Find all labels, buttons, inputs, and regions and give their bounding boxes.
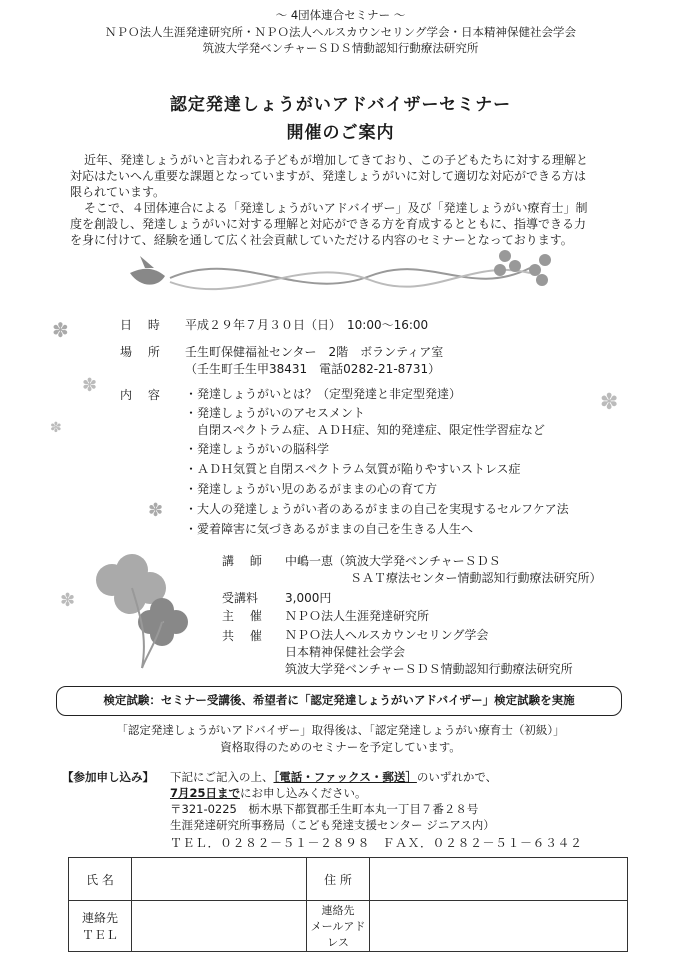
intro-paragraph-1 [70, 152, 650, 248]
tel-fax: ＴＥＬ．０２８２－５１－２８９８ ＦＡＸ．０２８２－５１－６３４２ [170, 836, 583, 850]
list-item: ＮＰＯ法人ヘルスカウンセリング学会 [285, 628, 489, 642]
tel-field[interactable] [132, 901, 307, 952]
intro-line: を身に付けて、経験を通して広く社会貢献していただける内容のセミナーとなっております。 [70, 233, 573, 247]
exam-info-box [56, 686, 622, 716]
name-field[interactable] [132, 858, 307, 901]
list-item: 筑波大学発ベンチャーＳＤＳ情動認知行動療法研究所 [285, 662, 573, 676]
sparkle-icon: ✽ [148, 500, 164, 521]
place-address: （壬生町壬生甲38431 電話0282-21-8731） [185, 362, 441, 376]
exam-box-text: 検定試験：セミナー受講後、希望者に「認定発達しょうがいアドバイザー」検定試験を実施 [103, 693, 575, 707]
host-label: 主 催 [222, 609, 268, 623]
fee-label: 受講料 [222, 591, 259, 605]
date-label: 日 時 [120, 318, 166, 332]
application-line-1 [170, 769, 497, 785]
list-item: ・愛着障害に気づきあるがままの自己を生きる人生へ [185, 522, 474, 536]
list-item: ・発達しょうがいのアセスメント [185, 406, 365, 420]
list-item: ・ＡＤＨ気質と自閉スペクトラム気質が陥りやすいストレス症 [185, 462, 521, 476]
seminar-subtitle: ～ 4団体連合セミナー ～ [275, 8, 406, 22]
place-label: 場 所 [120, 345, 166, 359]
lecturer-value: 中嶋一恵（筑波大学発ベンチャーＳＤＳ [285, 554, 501, 568]
page-title: 認定発達しょうがいアドバイザーセミナー [169, 95, 512, 115]
tel-label [69, 901, 132, 952]
flower-icon [494, 250, 551, 286]
exam-note-line-1: 「認定発達しょうがいアドバイザー」取得後は、「認定発達しょうがい療育士（初級）」 [116, 723, 565, 737]
application-label: 【参加申し込み】 [62, 770, 154, 784]
sparkle-icon: ✽ [50, 420, 62, 436]
list-item: ・大人の発達しょうがい者のあるがままの自己を実現するセルフケア法 [185, 502, 569, 516]
list-item: ・発達しょうがい児のあるがままの心の育て方 [185, 482, 438, 496]
organizers-line-1: ＮＰＯ法人生涯発達研究所・ＮＰＯ法人ヘルスカウンセリング学会・日本精神保健社会学会 [105, 25, 576, 39]
page-title-line-2: 開催のご案内 [286, 123, 395, 143]
office-name: 生涯発達研究所事務局（こども発達支援センター ジニアス内） [170, 818, 495, 832]
content-list [185, 386, 569, 539]
sparkle-icon: ✽ [52, 318, 69, 342]
cohost-list [285, 627, 573, 678]
name-label: 氏 名 [69, 858, 132, 901]
place-value: 壬生町保健福祉センター 2階 ボランティア室 [185, 345, 444, 359]
list-item: 自閉スペクトラム症、ＡＤＨ症、知的発達症、限定性学習症など [185, 423, 545, 437]
list-item: ・発達しょうがいの脳科学 [185, 442, 330, 456]
intro-line: そこで、４団体連合による「発達しょうがいアドバイザー」及び「発達しょうがい療育士」制 [84, 201, 588, 215]
fee-value: 3,000円 [285, 591, 332, 605]
address-field[interactable] [370, 858, 628, 901]
application-text: にお申し込みください。 [240, 786, 367, 800]
application-form [68, 857, 628, 952]
application-text: 下記にご記入の上、 [170, 770, 274, 784]
ribbon-divider-decoration [110, 248, 560, 308]
intro-line: 対応はたいへん重要な課題となっていますが、発達しょうがいに対して適切な対応ができる方は [70, 169, 587, 183]
exam-note-line-2: 資格取得のためのセミナーを予定しています。 [220, 740, 461, 754]
contact-methods: ［電話・ファックス・郵送］ [273, 770, 417, 784]
intro-line: 度を創設し、発達しょうがいに対する理解と対応ができる方を育成するとともに、指導できる力 [70, 217, 587, 231]
organizers-line-2: 筑波大学発ベンチャーＳＤＳ情動認知行動療法研究所 [202, 41, 479, 55]
sparkle-icon: ✽ [60, 590, 76, 611]
intro-line: 近年、発達しょうがいと言われる子どもが増加してきており、この子どもたちに対する理解と [84, 153, 589, 167]
sparkle-icon: ✽ [82, 375, 98, 396]
application-line-2 [170, 785, 367, 801]
lecturer-label: 講 師 [222, 554, 268, 568]
host-value: ＮＰＯ法人生涯発達研究所 [285, 609, 430, 623]
email-label [307, 901, 370, 952]
tel-label-line-1: 連絡先 [81, 911, 118, 925]
email-label-line-1: 連絡先 [321, 904, 355, 917]
content-label: 内 容 [120, 388, 166, 402]
email-label-line-2: メールアドレス [310, 920, 366, 949]
sparkle-icon: ✽ [600, 390, 619, 415]
cohost-label: 共 催 [222, 629, 268, 643]
application-text: のいずれかで、 [416, 770, 498, 784]
address-label: 住 所 [307, 858, 370, 901]
mailing-address: 〒321-0225 栃木県下都賀郡壬生町本丸一丁目７番２８号 [170, 802, 479, 816]
deadline: 7月25日まで [170, 786, 241, 800]
date-value: 平成２９年７月３０日（日） 10:00～16:00 [185, 318, 429, 332]
lecturer-value-line-2: ＳＡＴ療法センター情動認知行動療法研究所） [350, 571, 602, 585]
clover-illustration [92, 540, 212, 670]
list-item: 日本精神保健社会学会 [285, 645, 406, 659]
tel-label-line-2: ＴＥＬ [81, 928, 118, 942]
list-item: ・発達しょうがいとは？（定型発達と非定型発達） [185, 387, 462, 401]
intro-line: 限られています。 [70, 185, 166, 199]
email-field[interactable] [370, 901, 628, 952]
bird-icon [130, 269, 165, 285]
